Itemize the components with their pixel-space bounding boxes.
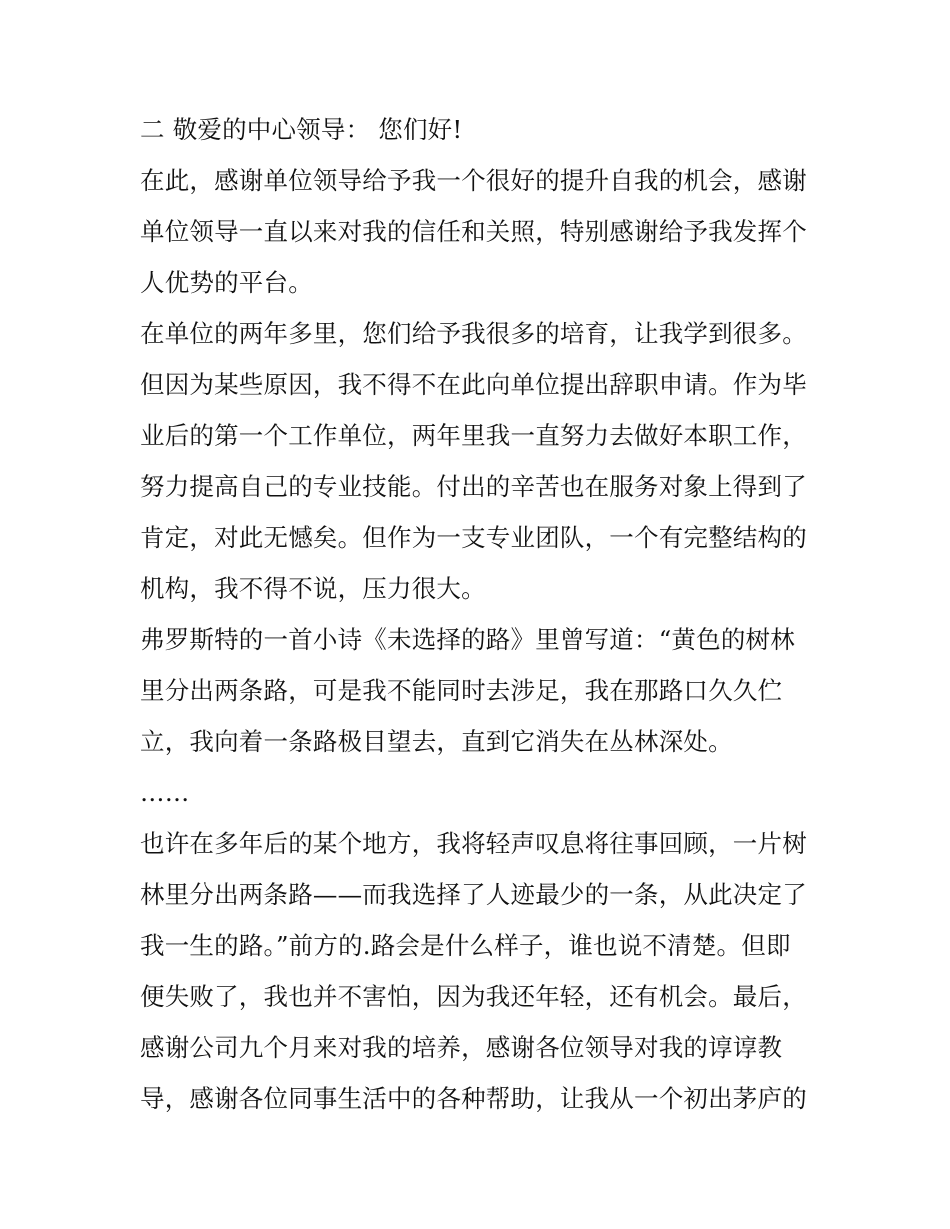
text-line: 便失败了，我也并不害怕，因为我还年轻，还有机会。最后， xyxy=(140,982,807,1011)
text-line: 单位领导一直以来对我的信任和关照，特别感谢给予我发挥个 xyxy=(140,217,807,246)
text-line: 感谢公司九个月来对我的培养，感谢各位领导对我的谆谆教 xyxy=(140,1033,783,1062)
text-line: 努力提高自己的专业技能。付出的辛苦也在服务对象上得到了 xyxy=(140,472,807,501)
greeting-line: 二 敬爱的中心领导： 您们好! xyxy=(140,115,463,144)
text-line: 我一生的路。”前方的.路会是什么样子，谁也说不清楚。但即 xyxy=(140,931,791,960)
document-body xyxy=(140,110,820,1130)
text-line: 机构，我不得不说，压力很大。 xyxy=(140,574,486,603)
text-line: 但因为某些原因，我不得不在此向单位提出辞职申请。作为毕 xyxy=(140,370,807,399)
text-line: 人优势的平台。 xyxy=(140,268,313,297)
text-line: 也许在多年后的某个地方，我将轻声叹息将往事回顾，一片树 xyxy=(140,829,807,858)
text-line: 里分出两条路，可是我不能同时去涉足，我在那路口久久伫 xyxy=(140,676,783,705)
text-line: 在此，感谢单位领导给予我一个很好的提升自我的机会，感谢 xyxy=(140,166,807,195)
text-line: 肯定，对此无憾矣。但作为一支专业团队，一个有完整结构的 xyxy=(140,523,807,552)
text-line: 在单位的两年多里，您们给予我很多的培育，让我学到很多。 xyxy=(140,319,807,348)
ellipsis-line: …… xyxy=(140,778,190,807)
text-line: 弗罗斯特的一首小诗《未选择的路》里曾写道：“黄色的树林 xyxy=(140,625,795,654)
text-line: 导，感谢各位同事生活中的各种帮助，让我从一个初出茅庐的 xyxy=(140,1084,807,1113)
text-line: 立，我向着一条路极目望去，直到它消失在丛林深处。 xyxy=(140,727,733,756)
text-line: 业后的第一个工作单位，两年里我一直努力去做好本职工作， xyxy=(140,421,807,450)
text-line: 林里分出两条路——而我选择了人迹最少的一条，从此决定了 xyxy=(140,880,807,909)
